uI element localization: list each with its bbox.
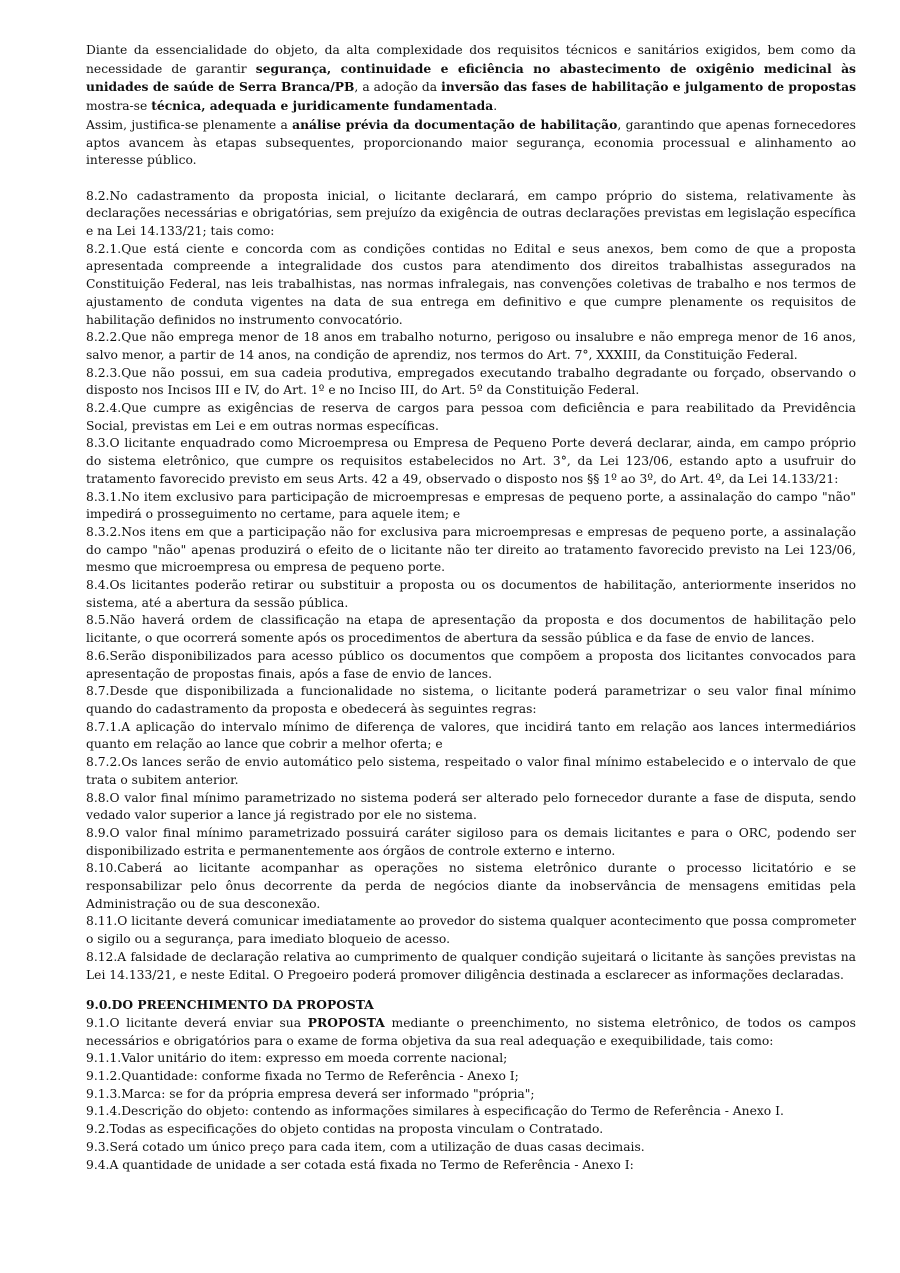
clause-9-1-2: 9.1.2.Quantidade: conforme fixada no Termo de Referência - Anexo I; <box>86 1069 519 1084</box>
intro-paragraph-1: Diante da essencialidade do objeto, da alta complexidade dos requisitos técnicos e sanitários exigidos, bem como da necessidade de garantir segurança, continuidade e eficiência no abastecimento de oxigênio medicinal às unidades de saúde de Serra Branca/PB, a adoção da inversão das fases de habilitação e julgamento de propostas mostra-se técnica, adequada e juridicamente fundamentada. <box>86 43 856 114</box>
clause-9-1-4: 9.1.4.Descrição do objeto: contendo as informações similares à especificação do Termo de Referência - Anexo I. <box>86 1104 784 1119</box>
clause-8-2-4: 8.2.4.Que cumpre as exigências de reserva de cargos para pessoa com deficiência e para reabilitado da Previdência Social, previstas em Lei e em outras normas específicas. <box>86 401 856 433</box>
clause-8-10: 8.10.Caberá ao licitante acompanhar as operações no sistema eletrônico durante o processo licitatório e se responsabilizar pelo ônus decorrente da perda de negócios diante da inobservância de mensagens emitidas pela Administração ou de sua desconexão. <box>86 861 856 911</box>
clause-8-7: 8.7.Desde que disponibilizada a funcionalidade no sistema, o licitante poderá parametrizar o seu valor final mínimo quando do cadastramento da proposta e obedecerá às seguintes regras: <box>86 684 856 716</box>
clause-8-2-1: 8.2.1.Que está ciente e concorda com as condições contidas no Edital e seus anexos, bem como de que a proposta apresentada compreende a integralidade dos custos para atendimento dos direitos trabalhistas assegurados na Constituição Federal, nas leis trabalhistas, nas normas infralegais, nas convenções coletivas de trabalho e nos termos de ajustamento de conduta vigentes na data de sua entrega em definitivo e que cumpre plenamente os requisitos de habilitação definidos no instrumento convocatório. <box>86 241 856 327</box>
section-9-heading: 9.0.DO PREENCHIMENTO DA PROPOSTA <box>86 997 374 1013</box>
bold-phrase: inversão das fases de habilitação e julgamento de propostas <box>441 79 856 95</box>
clause-9-1-3: 9.1.3.Marca: se for da própria empresa deverá ser informado "própria"; <box>86 1086 535 1101</box>
bold-phrase: análise prévia da documentação de habilitação <box>292 116 618 132</box>
clause-8-12: 8.12.A falsidade de declaração relativa ao cumprimento de qualquer condição sujeitará o licitante às sanções previstas na Lei 14.133/21, e neste Edital. O Pregoeiro poderá promover diligência destinada a esclarecer as informações declaradas. <box>86 949 856 982</box>
clause-9-1-1: 9.1.1.Valor unitário do item: expresso em moeda corrente nacional; <box>86 1051 508 1066</box>
clause-8-2-3: 8.2.3.Que não possui, em sua cadeia produtiva, empregados executando trabalho degradante ou forçado, observando o disposto nos Incisos III e IV, do Art. 1º e no Inciso III, do Art. 5º da Constituição Federal. <box>86 365 856 398</box>
clause-8-3: 8.3.O licitante enquadrado como Microempresa ou Empresa de Pequeno Porte deverá declarar, ainda, em campo próprio do sistema eletrônico, que cumpre os requisitos estabelecidos no Art. 3°, da Lei 123/06, estando apto a usufruir do tratamento favorecido previsto em seus Arts. 42 a 49, observado o disposto nos §§ 1º ao 3º, do Art. 4º, da Lei 14.133/21: <box>86 436 856 486</box>
clause-8-2-2: 8.2.2.Que não emprega menor de 18 anos em trabalho noturno, perigoso ou insalubre e não emprega menor de 16 anos, salvo menor, a partir de 14 anos, na condição de aprendiz, nos termos do Art. 7°, XXXIII, da Constituição Federal. <box>86 330 856 362</box>
clause-9-4: 9.4.A quantidade de unidade a ser cotada está fixada no Termo de Referência - Anexo I: <box>86 1157 634 1172</box>
spacer <box>86 170 856 188</box>
clause-8-7-1: 8.7.1.A aplicação do intervalo mínimo de diferença de valores, que incidirá tanto em relação aos lances intermediários quanto em relação ao lance que cobrir a melhor oferta; e <box>86 719 856 752</box>
clause-8-3-2: 8.3.2.Nos itens em que a participação não for exclusiva para microempresas e empresas de pequeno porte, a assinalação do campo "não" apenas produzirá o efeito de o licitante não ter direito ao tratamento favorecido previsto na Lei 123/06, mesmo que microempresa ou empresa de pequeno porte. <box>86 524 856 575</box>
clause-8-3-1: 8.3.1.No item exclusivo para participação de microempresas e empresas de pequeno porte, a assinalação do campo "não" impedirá o prosseguimento no certame, para aquele item; e <box>86 489 856 522</box>
clause-8-8: 8.8.O valor final mínimo parametrizado no sistema poderá ser alterado pelo fornecedor durante a fase de disputa, sendo vedado valor superior a lance já registrado por ele no sistema. <box>86 790 856 823</box>
clause-8-9: 8.9.O valor final mínimo parametrizado possuirá caráter sigiloso para os demais licitantes e para o ORC, podendo ser disponibilizado estrita e permanentemente aos órgãos de controle externo e interno. <box>86 825 856 858</box>
clause-9-3: 9.3.Será cotado um único preço para cada item, com a utilização de duas casas decimais. <box>86 1139 645 1154</box>
clause-8-4: 8.4.Os licitantes poderão retirar ou substituir a proposta ou os documentos de habilitação, anteriormente inseridos no sistema, até a abertura da sessão pública. <box>86 578 856 610</box>
clause-8-2: 8.2.No cadastramento da proposta inicial, o licitante declarará, em campo próprio do sistema, relativamente às declarações necessárias e obrigatórias, sem prejuízo da exigência de outras declarações previstas em legislação específica e na Lei 14.133/21; tais como: <box>86 188 856 239</box>
bold-phrase: PROPOSTA <box>307 1014 385 1030</box>
bold-phrase: técnica, adequada e juridicamente fundamentada <box>151 98 494 114</box>
bold-phrase: segurança, continuidade e eficiência no abastecimento de oxigênio medicinal às unidades de saúde de Serra Branca/PB <box>86 60 856 95</box>
clause-9-1: 9.1.O licitante deverá enviar sua PROPOSTA mediante o preenchimento, no sistema eletrônico, de todos os campos necessários e obrigatórios para o exame de forma objetiva da sua real adequação e exequibilidade, tais como: <box>86 1014 856 1048</box>
clause-8-5: 8.5.Não haverá ordem de classificação na etapa de apresentação da proposta e dos documentos de habilitação pelo licitante, o que ocorrerá somente após os procedimentos de abertura da sessão pública e da fase de envio de lances. <box>86 613 856 646</box>
clause-8-6: 8.6.Serão disponibilizados para acesso público os documentos que compõem a proposta dos licitantes convocados para apresentação de propostas finais, após a fase de envio de lances. <box>86 648 856 681</box>
clause-8-11: 8.11.O licitante deverá comunicar imediatamente ao provedor do sistema qualquer acontecimento que possa comprometer o sigilo ou a segurança, para imediato bloqueio de acesso. <box>86 914 856 947</box>
intro-paragraph-2: Assim, justifica-se plenamente a análise prévia da documentação de habilitação, garantindo que apenas fornecedores aptos avancem às etapas subsequentes, proporcionando maior segurança, economia processual e alinhamento ao interesse público. <box>86 116 856 168</box>
clause-9-2: 9.2.Todas as especificações do objeto contidas na proposta vinculam o Contratado. <box>86 1122 604 1137</box>
spacer <box>86 984 856 996</box>
clause-8-7-2: 8.7.2.Os lances serão de envio automático pelo sistema, respeitado o valor final mínimo estabelecido e o intervalo de que trata o subitem anterior. <box>86 755 856 787</box>
